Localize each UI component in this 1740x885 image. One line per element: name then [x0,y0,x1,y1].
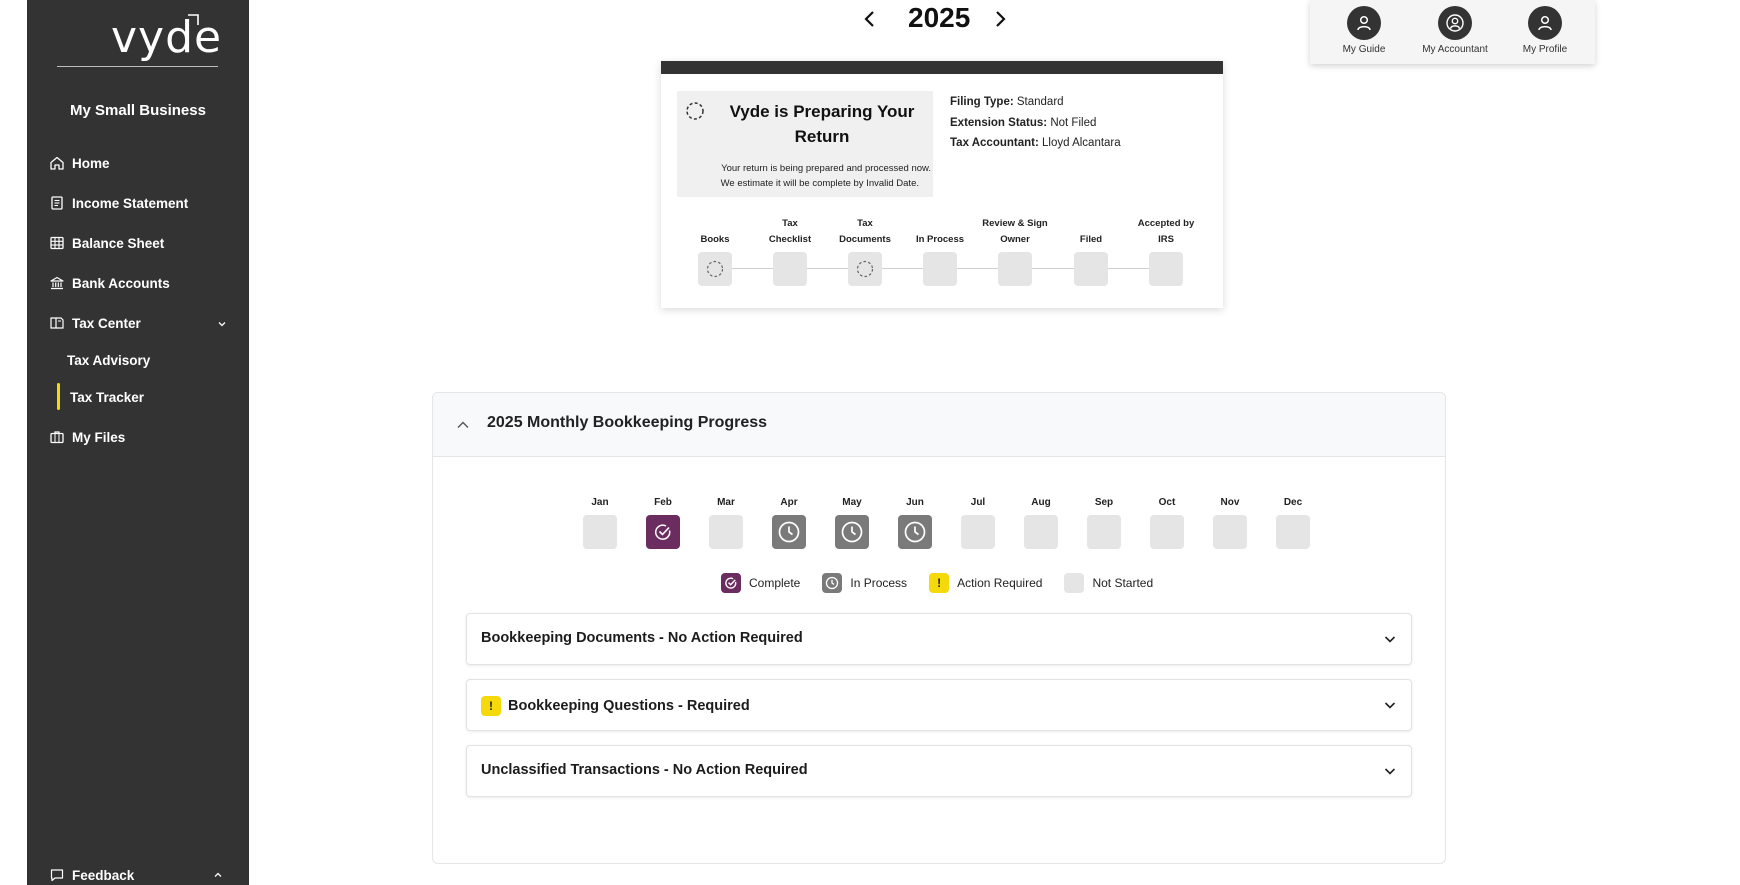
briefcase-icon [49,429,65,445]
chevron-up-icon[interactable] [212,869,224,881]
sidebar [27,0,249,885]
bookkeeping-progress-panel [432,392,1446,864]
step-label-line2: Owner [1000,234,1030,245]
logo-divider [57,66,218,67]
sidebar-item-label: Tax Center [72,315,141,331]
vyde-logo[interactable] [83,8,223,63]
step-label-line2: Documents [839,234,891,245]
accordion-title: Bookkeeping Questions - Required [508,698,750,714]
clock-icon [840,520,864,544]
bank-icon [49,275,65,291]
extension-status-label: Extension Status: [950,116,1048,129]
month-label: Jul [970,497,986,508]
extension-status-value: Not Filed [1050,116,1097,129]
book-icon [49,315,65,331]
check-circle-icon [653,522,673,542]
step-label-line2: Checklist [768,234,812,245]
description-line-1: Your return is being prepared and processed now. [721,163,931,174]
month-apr[interactable] [764,497,814,549]
step-label-line2: IRS [1158,234,1174,245]
clock-icon [777,520,801,544]
filing-progress-steps [677,212,1207,292]
user-icon [1347,6,1381,40]
description-line-2: We estimate it will be complete by Invalid Date. [720,178,919,189]
sidebar-item-balance-sheet[interactable] [49,233,164,253]
not-started-box [1150,515,1184,549]
in-process-box [898,515,932,549]
month-label: May [842,497,862,508]
month-label: Feb [654,497,672,508]
logo-text: vyde [111,12,223,63]
step-label-line1: Review & Sign [982,218,1048,229]
year-navigation [860,2,1020,34]
month-sep[interactable] [1079,497,1129,549]
bookkeeping-title: 2025 Monthly Bookkeeping Progress [487,414,768,431]
chevron-left-icon[interactable] [860,8,880,30]
step-filed [1053,212,1129,286]
sidebar-item-label: My Files [72,429,126,445]
month-jan[interactable] [575,497,625,549]
legend-label: Complete [749,576,801,590]
step-status-box [998,252,1032,286]
home-icon [49,155,65,171]
loading-spinner-icon [685,101,705,121]
not-started-box [1024,515,1058,549]
preparing-description [697,161,931,191]
sidebar-item-label: Balance Sheet [72,235,165,251]
filing-info [950,92,1121,154]
bookkeeping-panel-header[interactable] [433,393,1445,457]
card-header-bar [661,61,1223,74]
chevron-down-icon [1383,764,1397,778]
in-process-box [772,515,806,549]
user-icon [1528,6,1562,40]
clock-icon [903,520,927,544]
month-label: Sep [1094,497,1114,508]
sidebar-item-label: Income Statement [72,195,189,211]
table-icon [49,235,65,251]
chevron-right-icon[interactable] [990,8,1010,30]
pending-spinner-icon [855,259,875,279]
chevron-down-icon[interactable] [216,318,228,330]
my-accountant-label: My Accountant [1422,44,1488,55]
extension-status-row [950,113,1121,134]
accordion-title: Bookkeeping Documents - No Action Required [481,630,803,646]
not-started-box [583,515,617,549]
month-feb[interactable] [638,497,688,549]
month-label: Mar [717,497,735,508]
step-tax-checklist [752,212,828,286]
legend-label: In Process [850,576,908,590]
month-label: Nov [1220,497,1240,508]
my-guide-button[interactable] [1324,6,1404,55]
sidebar-item-bank-accounts[interactable] [49,273,170,293]
legend-in-process [822,573,907,593]
month-jul[interactable] [953,497,1003,549]
step-books [677,212,753,286]
chevron-down-icon [1383,698,1397,712]
preparing-return-box [677,91,933,197]
tax-accountant-value: Lloyd Alcantara [1042,137,1121,149]
not-started-box [1213,515,1247,549]
not-started-box [1276,515,1310,549]
status-legend [721,572,1175,594]
month-jun[interactable] [890,497,940,549]
in-process-box [835,515,869,549]
not-started-box [961,515,995,549]
legend-label: Not Started [1092,576,1154,590]
month-status-row [575,497,1315,557]
clock-icon [822,573,842,593]
accordion-bookkeeping-questions[interactable] [466,679,1412,731]
check-circle-icon [721,573,741,593]
month-label: Jun [906,497,924,508]
sidebar-item-label: Home [72,155,110,171]
month-aug[interactable] [1016,497,1066,549]
not-started-box [1087,515,1121,549]
filing-type-value: Standard [1016,96,1064,108]
filing-type-row [950,92,1121,113]
active-indicator [57,383,60,410]
sidebar-subitem-tax-tracker[interactable]: Tax Tracker [70,390,145,405]
exclamation-icon: ! [481,696,501,716]
sidebar-item-income-statement[interactable] [49,193,188,213]
legend-label: Action Required [957,576,1043,590]
exclamation-icon: ! [929,573,949,593]
chat-icon [49,867,65,883]
step-label-line2: Books [700,234,730,245]
month-label: Jan [591,497,609,508]
my-profile-button[interactable] [1505,6,1585,55]
my-guide-label: My Guide [1342,44,1386,55]
pending-spinner-icon [705,259,725,279]
sidebar-subitem-tax-advisory[interactable]: Tax Advisory [67,353,151,368]
step-status-box [1149,252,1183,286]
preparing-title: Vyde is Preparing Your Return [729,102,915,146]
step-status-box [848,252,882,286]
step-label-line2: Filed [1079,234,1103,245]
chevron-up-icon [455,417,471,433]
step-label-line2: In Process [915,234,965,245]
sidebar-item-tax-center[interactable] [49,313,141,333]
logo-corner-mark [187,14,199,26]
document-icon [49,195,65,211]
step-accepted-by-irs [1128,212,1204,286]
accordion-title-row [481,696,750,716]
accountant-icon [1438,6,1472,40]
complete-box [646,515,680,549]
month-label: Oct [1158,497,1176,508]
month-label: Apr [780,497,798,508]
month-label: Aug [1031,497,1051,508]
step-status-box [1074,252,1108,286]
year-label: 2025 [908,2,971,33]
legend-not-started [1064,573,1153,593]
month-nov[interactable] [1205,497,1255,549]
sidebar-item-label: Bank Accounts [72,275,170,291]
month-mar[interactable] [701,497,751,549]
legend-action-required [929,573,1042,593]
month-may[interactable] [827,497,877,549]
month-dec[interactable] [1268,497,1318,549]
step-label-line1: Tax [782,218,798,229]
my-profile-label: My Profile [1522,44,1568,55]
legend-complete [721,573,800,593]
month-label: Dec [1283,497,1303,508]
chevron-down-icon [1383,632,1397,646]
step-status-box [923,252,957,286]
step-status-box [773,252,807,286]
step-tax-documents [827,212,903,286]
not-started-box [709,515,743,549]
step-review-sign [977,212,1053,286]
filing-type-label: Filing Type: [950,96,1014,108]
step-label-line1: Tax [857,218,873,229]
tax-accountant-label: Tax Accountant: [950,137,1039,149]
my-accountant-button[interactable] [1415,6,1495,55]
not-started-swatch [1064,573,1084,593]
top-user-menu [1310,0,1595,64]
step-label-line1: Accepted by [1137,218,1195,229]
accordion-title: Unclassified Transactions - No Action Required [481,762,808,778]
sidebar-item-my-files[interactable] [49,427,125,447]
step-status-box [698,252,732,286]
tax-accountant-row [950,133,1121,154]
tax-return-card [661,61,1223,308]
month-oct[interactable] [1142,497,1192,549]
feedback-label: Feedback [72,867,135,883]
step-in-process [902,212,978,286]
feedback-button[interactable] [49,865,134,885]
sidebar-item-home[interactable] [49,153,110,173]
business-name: My Small Business [70,102,206,119]
accordion-bookkeeping-documents[interactable] [466,613,1412,665]
accordion-unclassified-transactions[interactable] [466,745,1412,797]
